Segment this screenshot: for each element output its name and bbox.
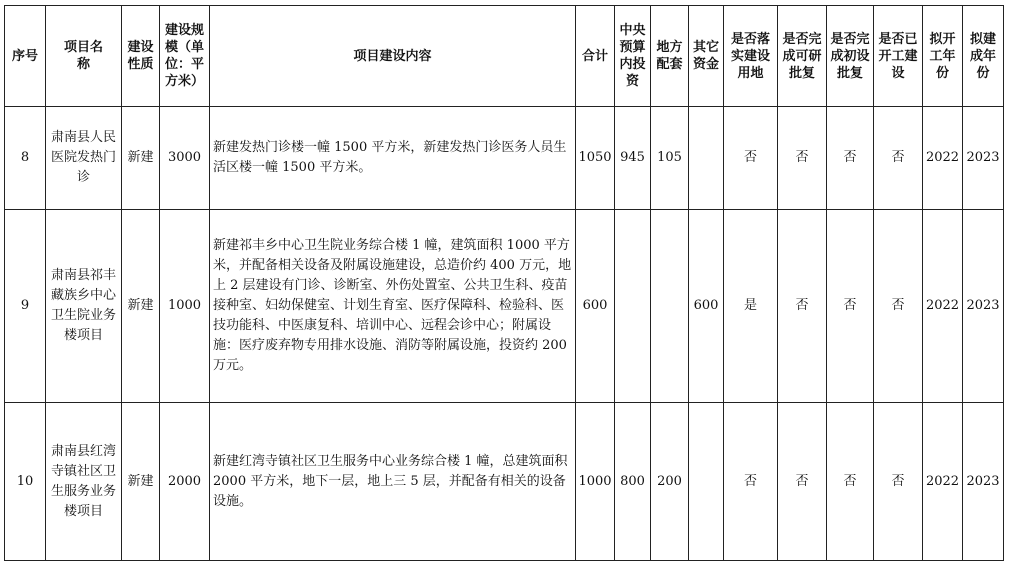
table-row xyxy=(5,403,1004,561)
cell-seq: 8 xyxy=(5,107,46,210)
cell-finish-year: 2023 xyxy=(963,210,1004,403)
cell-started: 否 xyxy=(874,107,923,210)
table-row xyxy=(5,210,1004,403)
cell-seq: 9 xyxy=(5,210,46,403)
header-total: 合计 xyxy=(576,6,615,107)
cell-start-year: 2022 xyxy=(923,403,963,561)
header-row xyxy=(5,6,1004,107)
cell-central xyxy=(615,210,651,403)
header-prelim: 是否完成初设批复 xyxy=(827,6,874,107)
header-local: 地方配套 xyxy=(651,6,689,107)
cell-feasibility: 否 xyxy=(778,210,827,403)
cell-central: 800 xyxy=(615,403,651,561)
cell-content: 新建祁丰乡中心卫生院业务综合楼 1 幢，建筑面积 1000 平方米，并配备相关设备及附属设施建设，总造价约 400 万元，地上 2 层建设有门诊、诊断室、外伤处置室、公共卫生科、疫苗接种室、妇幼保健室、计划生育室、医疗保障科、检验科、医技功能科、中医康复科、培训中心、远程会诊中心；附属设施：医疗废弃物专用排水设施、消防等附属设施，投资约 200 万元。 xyxy=(210,210,576,403)
cell-prelim: 否 xyxy=(827,403,874,561)
cell-name: 肃南县祁丰藏族乡中心卫生院业务楼项目 xyxy=(46,210,122,403)
header-scale: 建设规模（单位：平方米） xyxy=(160,6,210,107)
cell-scale: 1000 xyxy=(160,210,210,403)
cell-land: 是 xyxy=(724,210,778,403)
cell-name: 肃南县人民医院发热门诊 xyxy=(46,107,122,210)
project-table-container xyxy=(4,5,1004,561)
cell-content: 新建发热门诊楼一幢 1500 平方米，新建发热门诊医务人员生活区楼一幢 1500 平方米。 xyxy=(210,107,576,210)
cell-local: 200 xyxy=(651,403,689,561)
cell-total: 600 xyxy=(576,210,615,403)
cell-seq: 10 xyxy=(5,403,46,561)
cell-nature: 新建 xyxy=(122,210,160,403)
header-name: 项目名称 xyxy=(46,6,122,107)
header-started: 是否已开工建设 xyxy=(874,6,923,107)
cell-land: 否 xyxy=(724,107,778,210)
cell-start-year: 2022 xyxy=(923,107,963,210)
cell-other: 600 xyxy=(689,210,724,403)
cell-central: 945 xyxy=(615,107,651,210)
header-feasibility: 是否完成可研批复 xyxy=(778,6,827,107)
header-content: 项目建设内容 xyxy=(210,6,576,107)
header-central: 中央预算内投资 xyxy=(615,6,651,107)
cell-nature: 新建 xyxy=(122,403,160,561)
header-seq: 序号 xyxy=(5,6,46,107)
cell-nature: 新建 xyxy=(122,107,160,210)
cell-prelim: 否 xyxy=(827,107,874,210)
cell-local xyxy=(651,210,689,403)
cell-other xyxy=(689,107,724,210)
cell-feasibility: 否 xyxy=(778,107,827,210)
cell-started: 否 xyxy=(874,403,923,561)
cell-total: 1000 xyxy=(576,403,615,561)
project-table xyxy=(4,5,1004,561)
cell-finish-year: 2023 xyxy=(963,107,1004,210)
cell-content: 新建红湾寺镇社区卫生服务中心业务综合楼 1 幢，总建筑面积 2000 平方米，地下一层，地上三 5 层，并配备有相关的设备设施。 xyxy=(210,403,576,561)
header-nature: 建设性质 xyxy=(122,6,160,107)
cell-other xyxy=(689,403,724,561)
header-other: 其它资金 xyxy=(689,6,724,107)
header-finish-year: 拟建成年份 xyxy=(963,6,1004,107)
cell-scale: 3000 xyxy=(160,107,210,210)
cell-started: 否 xyxy=(874,210,923,403)
cell-scale: 2000 xyxy=(160,403,210,561)
cell-feasibility: 否 xyxy=(778,403,827,561)
table-row xyxy=(5,107,1004,210)
cell-start-year: 2022 xyxy=(923,210,963,403)
header-start-year: 拟开工年份 xyxy=(923,6,963,107)
cell-total: 1050 xyxy=(576,107,615,210)
cell-finish-year: 2023 xyxy=(963,403,1004,561)
cell-local: 105 xyxy=(651,107,689,210)
cell-land: 否 xyxy=(724,403,778,561)
cell-prelim: 否 xyxy=(827,210,874,403)
header-land: 是否落实建设用地 xyxy=(724,6,778,107)
cell-name: 肃南县红湾寺镇社区卫生服务业务楼项目 xyxy=(46,403,122,561)
